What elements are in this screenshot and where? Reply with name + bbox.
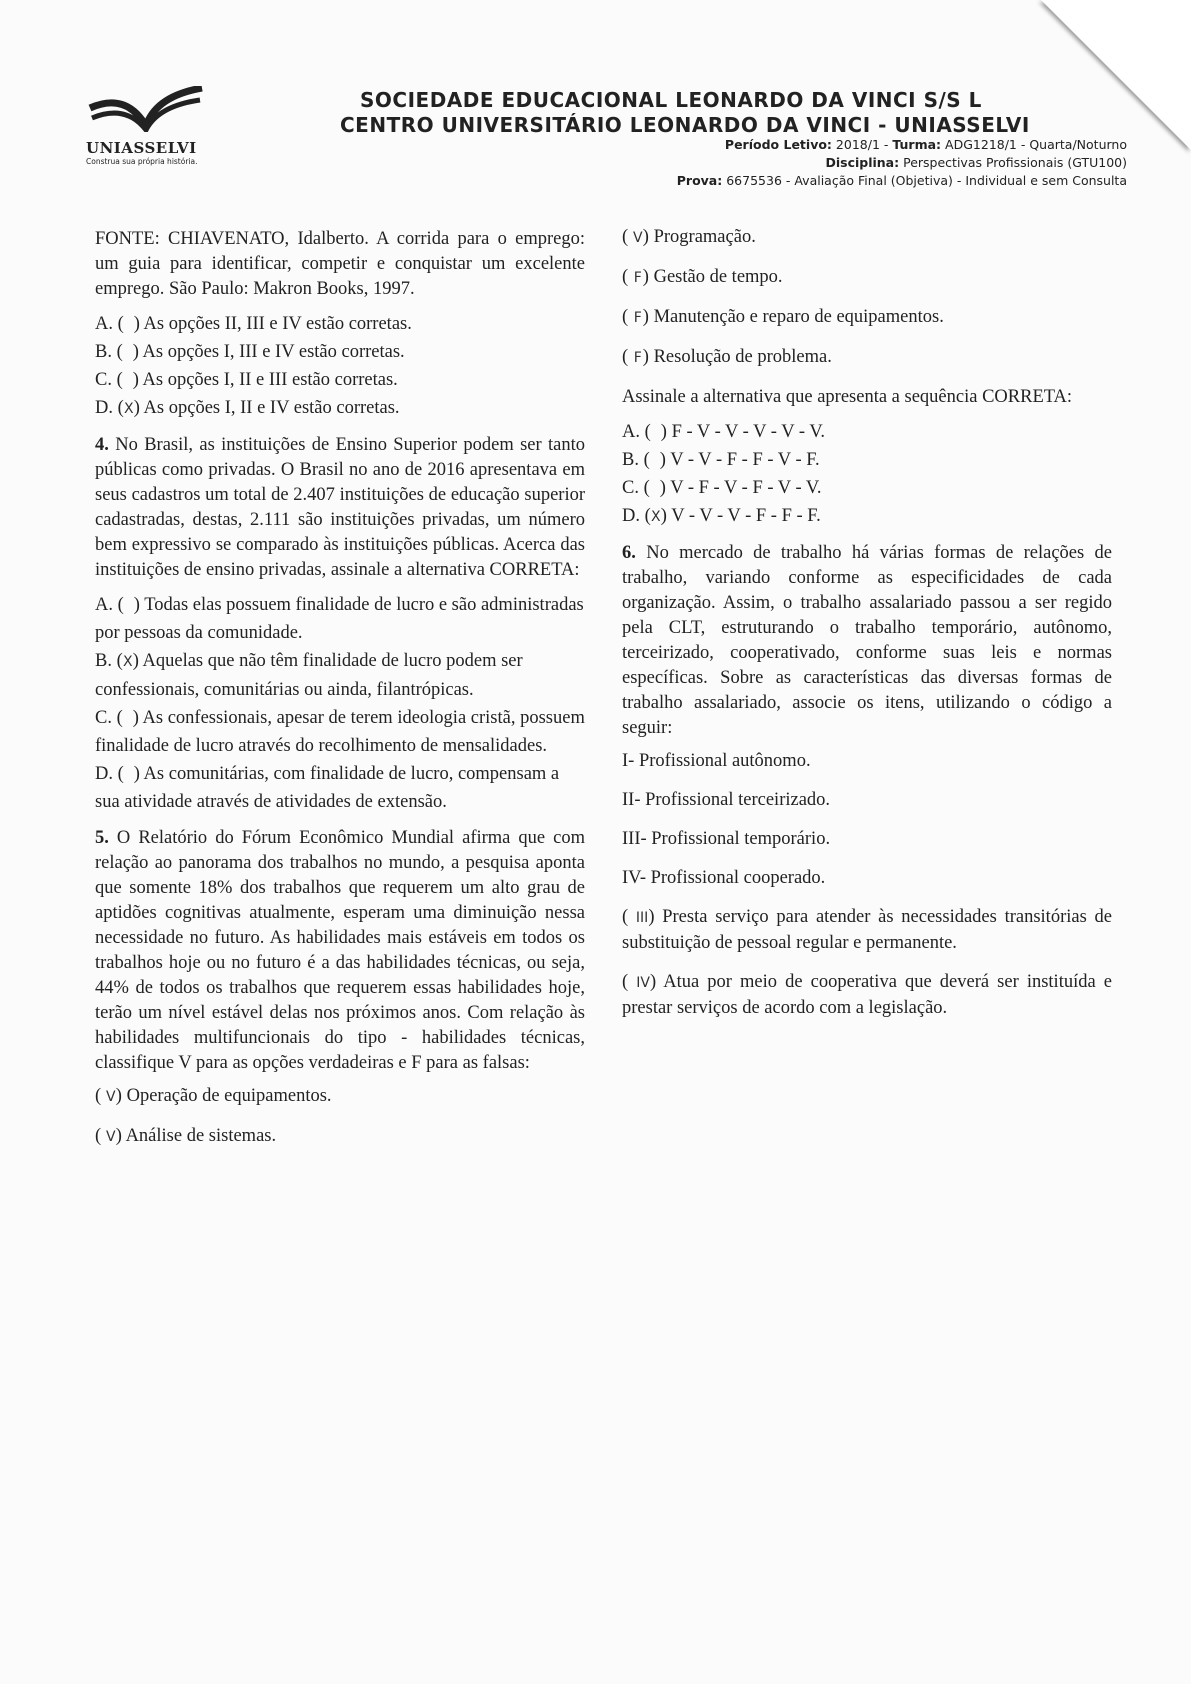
answer-option[interactable] xyxy=(95,310,585,338)
option-text: ) As confessionais, apesar de terem ideologia cristã, possuem finalidade de lucro através do recolhimento de mensalidades. xyxy=(95,708,585,756)
exam-line: Prova: 6675536 - Avaliação Final (Objetiva) - Individual e sem Consulta xyxy=(676,173,1127,188)
left-column xyxy=(95,227,585,1164)
code-item: I- Profissional autônomo. xyxy=(622,751,811,771)
option-letter: A. ( xyxy=(95,595,124,615)
question-3-options xyxy=(95,310,585,423)
question-5-items-left xyxy=(95,1084,585,1150)
option-letter: B. ( xyxy=(95,651,123,671)
option-letter: C. ( xyxy=(622,478,650,498)
option-text: ) Aquelas que não têm finalidade de lucro podem ser confessionais, comunitárias ou ainda, filantrópicas. xyxy=(95,651,523,700)
handwritten-mark: X xyxy=(122,654,133,670)
option-text: ) As comunitárias, com finalidade de lucro, compensam a sua atividade através de atividades de extensão. xyxy=(95,764,560,812)
classify-item[interactable]: ( IV) Atua por meio de cooperativa que deverá ser instituída e prestar serviços de acordo com a legislação. xyxy=(622,972,1112,1018)
handwritten-mark: X xyxy=(123,401,134,417)
answer-option[interactable] xyxy=(622,446,1112,474)
classify-item[interactable]: ( V) Análise de sistemas. xyxy=(95,1124,585,1150)
answer-option[interactable] xyxy=(622,418,1112,446)
handwritten-mark: F xyxy=(633,350,642,366)
code-item: III- Profissional temporário. xyxy=(622,829,831,849)
code-item: II- Profissional terceirizado. xyxy=(622,790,831,810)
question-4: 4. No Brasil, as instituições de Ensino Superior podem ser tanto públicas como privadas. O Brasil no ano de 2016 apresentava em seus cadastros um total de 2.407 instituições de educação superior cadastradas, destas, 2.111 são instituições privadas, um número bem expressivo se comparado às instituições públicas. Acerca das instituições de ensino privadas, assinale a alternativa CORRETA: xyxy=(95,435,585,580)
classify-item[interactable]: ( F) Gestão de tempo. xyxy=(622,265,1112,291)
answer-option[interactable] xyxy=(622,502,1112,531)
option-text: ) As opções I, II e IV estão corretas. xyxy=(133,398,400,418)
option-text: ) As opções I, III e IV estão corretas. xyxy=(132,342,405,362)
classify-item[interactable]: ( III) Presta serviço para atender às necessidades transitórias de substituição de pessoal regular e permanente. xyxy=(622,907,1112,953)
question-6-items xyxy=(622,905,1112,1021)
option-letter: A. ( xyxy=(622,422,651,442)
answer-option[interactable] xyxy=(95,647,585,704)
answer-option[interactable] xyxy=(95,394,585,423)
option-letter: D. ( xyxy=(622,506,651,526)
option-text: ) Todas elas possuem finalidade de lucro e são administradas por pessoas da comunidade. xyxy=(95,595,584,643)
classify-item[interactable]: ( V) Programação. xyxy=(622,225,1112,251)
option-letter: D. ( xyxy=(95,398,124,418)
option-text: ) V - V - V - F - F - F. xyxy=(660,506,821,526)
item-text: Presta serviço para atender às necessidades transitórias de substituição de pessoal regular e permanente. xyxy=(622,907,1112,953)
handwritten-mark: V xyxy=(106,1089,116,1105)
classify-item[interactable]: ( V) Operação de equipamentos. xyxy=(95,1084,585,1110)
code-item: IV- Profissional cooperado. xyxy=(622,868,826,888)
option-text: ) V - V - F - F - V - F. xyxy=(659,450,820,470)
item-text: Programação. xyxy=(653,227,756,247)
uniasselvi-logo: UNIASSELVI Construa sua própria história. xyxy=(86,86,226,166)
handwritten-mark: V xyxy=(106,1129,116,1145)
item-text: Manutenção e reparo de equipamentos. xyxy=(653,307,944,327)
answer-option[interactable] xyxy=(95,760,585,816)
answer-option[interactable] xyxy=(95,591,585,647)
option-letter: A. ( xyxy=(95,314,124,334)
option-letter: B. ( xyxy=(622,450,650,470)
option-text: ) As opções I, II e III estão corretas. xyxy=(132,370,398,390)
answer-option[interactable] xyxy=(95,338,585,366)
question-6: 6. No mercado de trabalho há várias formas de relações de trabalho, variando conforme as especificidades de cada organização. Assim, o trabalho assalariado passou a ser regido pela CLT, estruturando o trabalho temporário, autônomo, terceirizado, cooperativado, conforme suas leis e normas específicas. Sobre as características das diversas formas de trabalho assalariado, associe os itens, utilizando o código a seguir: xyxy=(622,543,1113,738)
item-text: Atua por meio de cooperativa que deverá ser instituída e prestar serviços de acordo com a legislação. xyxy=(622,972,1112,1018)
institution-name: SOCIEDADE EDUCACIONAL LEONARDO DA VINCI S/S L xyxy=(360,88,982,112)
option-letter: C. ( xyxy=(95,370,123,390)
item-text: Resolução de problema. xyxy=(653,347,832,367)
item-text: Gestão de tempo. xyxy=(653,267,783,287)
logo-arcs-icon xyxy=(86,86,206,132)
option-letter: B. ( xyxy=(95,342,123,362)
answer-option[interactable] xyxy=(95,366,585,394)
item-text: Análise de sistemas. xyxy=(125,1126,277,1146)
option-text: ) V - F - V - F - V - V. xyxy=(659,478,822,498)
discipline-line: Disciplina: Perspectivas Profissionais (GTU100) xyxy=(825,155,1127,170)
question-5-prompt: Assinale a alternativa que apresenta a sequência CORRETA: xyxy=(622,387,1073,407)
source-citation: FONTE: CHIAVENATO, Idalberto. A corrida para o emprego: um guia para identificar, competir e conquistar um excelente emprego. São Paulo: Makron Books, 1997. xyxy=(95,229,585,299)
option-letter: D. ( xyxy=(95,764,124,784)
classify-item[interactable]: ( F) Resolução de problema. xyxy=(622,345,1112,371)
question-6-codes xyxy=(622,749,1112,891)
classify-item[interactable]: ( F) Manutenção e reparo de equipamentos. xyxy=(622,305,1112,331)
handwritten-mark: F xyxy=(633,270,642,286)
handwritten-mark: V xyxy=(633,230,643,246)
handwritten-mark: IV xyxy=(636,975,650,991)
answer-option[interactable] xyxy=(95,704,585,760)
handwritten-mark: III xyxy=(635,910,649,926)
right-column xyxy=(622,225,1112,1035)
item-text: Operação de equipamentos. xyxy=(126,1086,332,1106)
question-4-options xyxy=(95,591,585,816)
option-text: ) F - V - V - V - V - V. xyxy=(660,422,825,442)
question-5-options xyxy=(622,418,1112,531)
question-5-items-right xyxy=(622,225,1112,371)
answer-option[interactable] xyxy=(622,474,1112,502)
handwritten-mark: F xyxy=(633,310,642,326)
period-line: Período Letivo: 2018/1 - Turma: ADG1218/1 - Quarta/Noturno xyxy=(724,137,1127,152)
handwritten-mark: X xyxy=(650,509,661,525)
question-5: 5. O Relatório do Fórum Econômico Mundial afirma que com relação ao panorama dos trabalhos no mundo, a pesquisa aponta que somente 18% dos trabalhos que requerem um alto grau de aptidões cognitivas atualmente, esperam uma diminuição nessa necessidade no futuro. As habilidades mais estáveis em todos os trabalhos hoje ou no futuro é a das habilidades técnicas, ou seja, 44% de todos os trabalhos que requerem essas habilidades hoje, terão um nível estável delas nos próximos anos. Com relação às habilidades multifuncionais do tipo - habilidades técnicas, classifique V para as opções verdadeiras e F para as falsas: xyxy=(95,828,586,1073)
folded-corner xyxy=(1041,0,1191,150)
option-letter: C. ( xyxy=(95,708,123,728)
option-text: ) As opções II, III e IV estão corretas. xyxy=(133,314,412,334)
university-name: CENTRO UNIVERSITÁRIO LEONARDO DA VINCI - UNIASSELVI xyxy=(340,113,1030,137)
